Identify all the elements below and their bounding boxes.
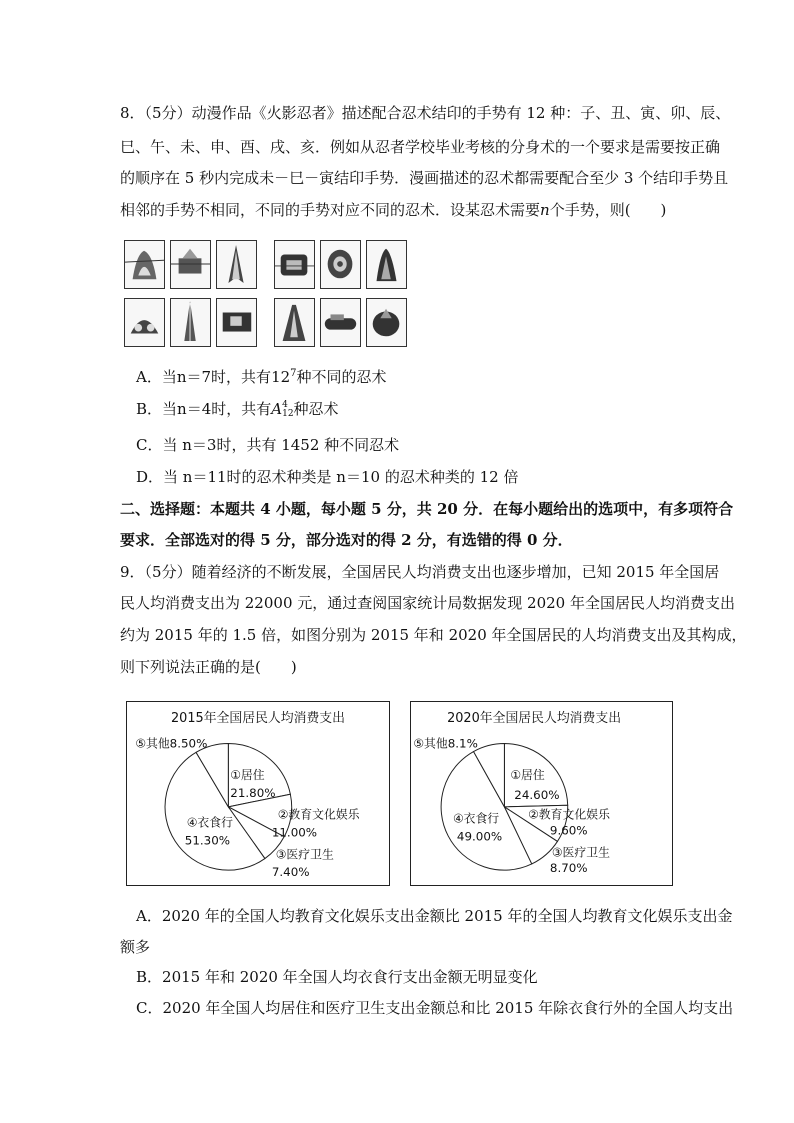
q8-option-a-text: A．当 [136,368,177,386]
q8-option-b-sup: 4 [282,400,288,410]
hand-sign-image [366,298,407,347]
pie-chart-2020 [410,701,673,886]
q8-option-a-tail: 种不同的忍术 [296,368,387,386]
slice-label: ⑤其他8.50% [135,736,208,751]
q9-line-1: 9．（5分）随着经济的不断发展，全国居民人均消费支出也逐步增加，已知 2015 年全国居 [120,563,720,581]
slice-label: ①居住 [230,768,265,783]
q8-option-c: C．当 n＝3时，共有 1452 种不同忍术 [136,436,400,454]
chart-title: 2015年全国居民人均消费支出 [171,710,345,726]
hand-signs-row-2 [124,298,406,406]
q9-line-4: 则下列说法正确的是( ) [120,658,297,676]
slice-label: ②教育文化娱乐 [528,807,610,822]
q8-option-b-tail: 种忍术 [293,400,339,418]
pie-chart-2015 [126,701,390,886]
hand-sign-image [216,240,257,289]
chart-title: 2020年全国居民人均消费支出 [447,710,622,726]
q8-option-b [136,399,339,419]
q8-line-4-a: 相邻的手势不相同，不同的手势对应不同的忍术．设某忍术需要 [120,201,541,219]
q8-line-4 [120,200,666,220]
section-2-heading-line-2: 要求．全部选对的得 5 分，部分选对的得 2 分，有选错的得 0 分． [120,531,573,549]
q9-option-b: B．2015 年和 2020 年全国人均衣食行支出金额无明显变化 [136,968,538,986]
hand-sign-image [274,298,315,347]
q8-option-b-base: A [271,400,283,418]
q9-line-2: 民人均消费支出为 22000 元，通过查阅国家统计局数据发现 2020 年全国居民人均消费支出 [120,594,735,612]
slice-label: ①居住 [510,768,545,783]
q9-option-a-line-1: A．2020 年的全国人均教育文化娱乐支出金额比 2015 年的全国人均教育文化娱乐支出金 [136,907,733,925]
q8-option-a-cond: n＝7时，共有 [176,368,272,386]
q8-option-b-text: B．当 [136,400,178,418]
q8-option-b-sub: 12 [282,409,294,419]
slice-value: 9.60% [549,823,588,838]
q8-option-a [136,364,387,387]
slice-label: ⑤其他8.1% [413,736,478,751]
q8-option-b-cond: n＝4时，共有 [177,400,272,418]
hand-sign-image [366,240,407,289]
q8-option-a-base: 12 [271,368,291,386]
slice-value: 51.30% [184,833,231,848]
q8-line-2: 巳、午、未、申、酉、戌、亥．例如从忍者学校毕业考核的分身术的一个要求是需要按正确 [120,138,721,156]
hand-sign-image [170,240,211,289]
slice-value: 7.40% [271,865,310,880]
slice-value: 11.00% [271,825,318,840]
slice-label: ③医疗卫生 [551,845,610,860]
hand-sign-image [216,298,257,347]
slice-label: ③医疗卫生 [275,847,334,862]
q9-option-c: C．2020 年全国人均居住和医疗卫生支出金额总和比 2015 年除衣食行外的全国人均支出 [136,999,734,1017]
section-2-heading-line-1: 二、选择题：本题共 4 小题，每小题 5 分，共 20 分．在每小题给出的选项中，有多项符合 [120,500,734,518]
hand-sign-image [124,240,165,289]
hand-sign-image [320,298,361,347]
q8-option-d: D．当 n＝11时的忍术种类是 n＝10 的忍术种类的 12 倍 [136,468,519,486]
q9-option-a-line-2: 额多 [120,938,151,956]
slice-value: 21.80% [230,785,276,800]
hand-sign-image [274,240,315,289]
q9-line-3: 约为 2015 年的 1.5 倍，如图分别为 2015 年和 2020 年全国居民的人均消费支出及其构成， [120,626,747,644]
q8-line-4-var: n [540,201,550,219]
hand-sign-image [320,240,361,289]
hand-sign-image [170,298,211,347]
q8-line-3: 的顺序在 5 秒内完成未－巳－寅结印手势．漫画描述的忍术都需要配合至少 3 个结印手势且 [120,169,729,187]
slice-value: 24.60% [514,787,560,802]
slice-label: ④衣食行 [452,811,500,826]
q8-line-4-b: 个手势，则( ) [549,201,667,219]
hand-sign-image [124,298,165,347]
slice-label: ②教育文化娱乐 [277,807,360,822]
slice-label: ④衣食行 [186,815,233,830]
slice-value: 8.70% [549,861,588,876]
q8-option-a-exp: 7 [290,368,297,379]
q8-line-1: 8．（5分）动漫作品《火影忍者》描述配合忍术结印的手势有 12 种：子、丑、寅、卯、辰、 [120,104,731,122]
slice-value: 49.00% [456,829,503,844]
